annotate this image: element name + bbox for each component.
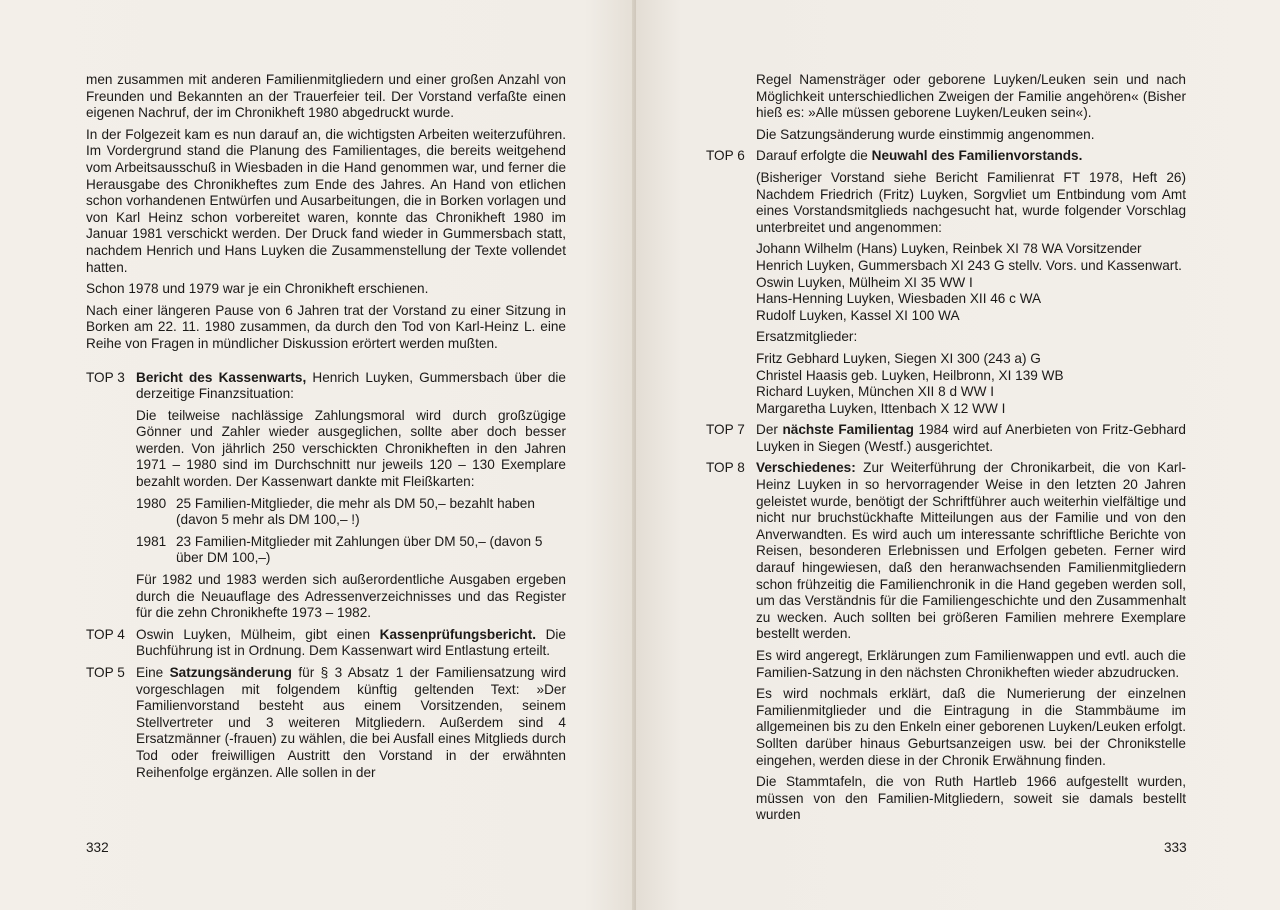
list-item: 1980 25 Familien-Mitglieder, die mehr als DM 50,– bezahlt haben (davon 5 mehr als DM 100,– !) [136,495,535,528]
list-item: Johann Wilhelm (Hans) Luyken, Reinbek XI 78 WA Vorsitzender [756,241,1142,257]
paragraph: Nach einer längeren Pause von 6 Jahren trat der Vorstand zu einer Sitzung in Borken am 22. 11. 1980 zusammen, da durch den Tod von Karl-Heinz L. eine Reihe von Fragen in mündlicher Diskussion erörtert werden mußten. [86,302,566,351]
paragraph: Die Satzungsänderung wurde einstimmig angenommen. [756,126,1095,142]
agenda-heading: Bericht des Kassenwarts, [136,369,307,385]
agenda-label: TOP 8 [706,460,745,476]
agenda-item-top8: TOP 8 Verschiedenes: Zur Weiterführung der Chronikarbeit, die von Karl-Heinz Luyken in so hervorragender Weise in den letzten 20 Jahren geleistet wurde, benötigt der Schriftführer auch weiterhin vielfältige und nicht nur bruchstückhafte Mitteilungen aus der Familie und von den Anverwandten. Es wird auch um interessante schriftliche Berichte von Reisen, besonderen Erlebnissen und Erfolgen gebeten. Ferner wird darauf hingewiesen, daß den heranwachsenden Familienmitgliedern schon frühzeitig die Familienchronik in die Hand gegeben werden soll, um das Verständnis für die Familiengeschichte und den Zusammenhalt zu wecken. Auch sollten bei größeren Familien mehrere Exemplare bestellt werden. [706,460,1186,642]
agenda-label: TOP 6 [706,148,745,164]
page-number: 332 [86,840,109,855]
agenda-heading: Verschiedenes: [756,460,856,476]
page-number: 333 [1164,840,1187,855]
paragraph: men zusammen mit anderen Familienmitgliedern und einer großen Anzahl von Freunden und Bekannten an der Trauerfeier teil. Der Vorstand verfaßte einen eigenen Nachruf, der im Chronikheft 1980 abgedruckt wurde. [86,72,566,121]
board-list [706,241,1186,324]
paragraph: Schon 1978 und 1979 war je ein Chronikheft erschienen. [86,281,429,297]
subheading: Ersatzmitglieder: [756,329,858,345]
list-item: Henrich Luyken, Gummersbach XI 243 G stellv. Vors. und Kassenwart. [756,257,1182,273]
paragraph: Die teilweise nachlässige Zahlungsmoral wird durch großzügige Gönner und Zahler wieder ausgeglichen, sollte aber doch besser werden. Von jährlich 250 verschickten Chronikheften in den Jahren 1971 – 1980 sind im Durchschnitt nur jeweils 120 – 130 Exemplare bezahlt worden. Der Kassenwart dankte mit Fleißkarten: [136,407,566,490]
list-item: Richard Luyken, München XII 8 d WW I [756,384,994,400]
list-item: 1981 23 Familien-Mitglieder mit Zahlungen über DM 50,– (davon 5 über DM 100,–) [136,533,543,566]
agenda-item-top5: TOP 5 Eine Satzungsänderung für § 3 Absatz 1 der Familiensatzung wird vorgeschlagen mit folgendem künftig geltenden Text: »Der Familienvorstand besteht aus einem Vorsitzenden, seinem Stellvertreter und 3 weiteren Mitgliedern. Außerdem sind 4 Ersatzmänner (-frauen) zu wählen, die bei Ausfall eines Mitglieds durch Tod oder freiwilligen Austritt den Vorstand in der erwähnten Reihenfolge ergänzen. Alle sollen in der [86,665,567,780]
paragraph: Es wird nochmals erklärt, daß die Numerierung der einzelnen Familienmitglieder und die Eintragung in die Stammbäume im allgemeinen bis zu den Enkeln einer geborenen Luyken/Leuken erfolgt. Sollten darüber hinaus Geburtsanzeigen usw. bei der Chronikstelle eingehen, werden diese in der Chronik Erwähnung finden. [756,686,1186,768]
right-text-column [706,72,1186,829]
agenda-label: TOP 7 [706,422,745,438]
list-item: Oswin Luyken, Mülheim XI 35 WW I [756,274,973,290]
list-item: Fritz Gebhard Luyken, Siegen XI 300 (243 a) G [756,350,1041,366]
paragraph: (Bisheriger Vorstand siehe Bericht Familienrat FT 1978, Heft 26) Nachdem Friedrich (Fritz) Luyken, Sorgvliet um Entbindung vom Amt eines Vorstandsmitglieds nachgesucht hat, wurde folgender Vorschlag unterbreitet und angenommen: [756,169,1186,235]
right-page [636,0,1280,910]
agenda-item-top6: TOP 6 Darauf erfolgte die Neuwahl des Familienvorstands. [706,148,1083,164]
agenda-label: TOP 3 [86,369,125,385]
agenda-item-top7: TOP 7 Der nächste Familientag 1984 wird auf Anerbieten von Fritz-Gebhard Luyken in Siegen (Westf.) ausgerichtet. [706,422,1186,454]
agenda-label: TOP 4 [86,626,125,642]
left-text-column [86,72,566,786]
list-item: Hans-Henning Luyken, Wiesbaden XII 46 c WA [756,291,1042,307]
agenda-heading: Satzungsänderung [169,665,292,680]
agenda-item-top3: TOP 3 Bericht des Kassenwarts, Henrich Luyken, Gummersbach über die derzeitige Finanzsituation: [86,369,566,402]
list-item: Christel Haasis geb. Luyken, Heilbronn, XI 139 WB [756,367,1064,383]
agenda-item-top4: TOP 4 Oswin Luyken, Mülheim, gibt einen Kassenprüfungsbericht. Die Buchführung ist in Ordnung. Dem Kassenwart wird Entlastung erteilt. [86,626,566,659]
agenda-heading: nächste Familientag [782,422,914,438]
paragraph: Es wird angeregt, Erklärungen zum Familienwappen und evtl. auch die Familien-Satzung in den nächsten Chronikheften wieder abzudrucken. [756,648,1186,680]
list-item: Margaretha Luyken, Ittenbach X 12 WW I [756,400,1006,416]
paragraph: Regel Namensträger oder geborene Luyken/Leuken sein und nach Möglichkeit unterschiedlichen Zweigen der Familie angehören« (Bisher hieß es: »Alle müssen geborene Luyken/Leuken sein«). [756,72,1186,121]
paragraph: Für 1982 und 1983 werden sich außerordentliche Ausgaben ergeben durch die Neuauflage des Adressenverzeichnisses und das Register für die zehn Chronikhefte 1973 – 1982. [136,572,566,621]
agenda-heading: Neuwahl des Familienvorstands. [871,148,1083,164]
substitute-list [706,351,1186,417]
paragraph: Die Stammtafeln, die von Ruth Hartleb 1966 aufgestellt wurden, müssen von den Familien-Mitgliedern, soweit sie damals bestellt wurden [756,774,1186,823]
left-page [0,0,636,910]
paragraph: In der Folgezeit kam es nun darauf an, die wichtigsten Arbeiten weiterzuführen. Im Vordergrund stand die Planung des Familientages, die bereits weitgehend vom Arbeitsausschuß in Wiesbaden in die Hand genommen war, und ferner die Herausgabe des Chronikheftes zum Ende des Jahres. An Hand von etlichen schon vorhandenen Entwürfen und Ausarbeitungen, die in Borken vorlagen und von Karl Heinz schon vorbereitet waren, konnte das Chronikheft 1980 im Januar 1981 verschickt werden. Der Druck fand wieder in Gummersbach statt, nachdem Henrich und Hans Luyken die Zusammenstellung der Texte vollendet hatten. [86,126,566,275]
agenda-label: TOP 5 [86,665,125,680]
agenda-heading: Kassenprüfungsbericht. [379,626,536,642]
list-item: Rudolf Luyken, Kassel XI 100 WA [756,307,960,323]
